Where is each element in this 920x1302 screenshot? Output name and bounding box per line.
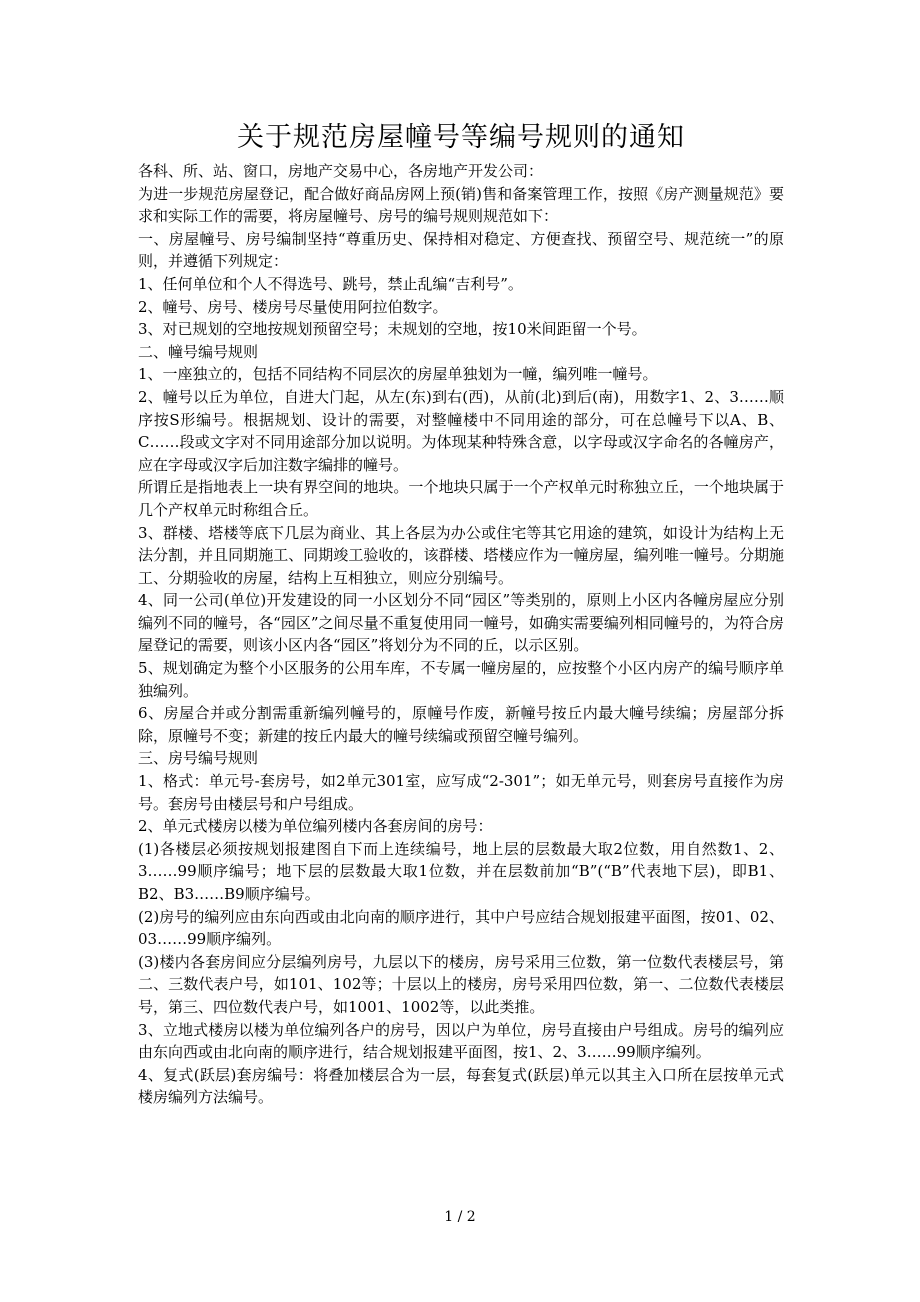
- paragraph-intro: 为进一步规范房屋登记，配合做好商品房网上预(销)售和备案管理工作，按照《房产测量规范》要求和实际工作的需要，将房屋幢号、房号的编号规则规范如下：: [138, 184, 784, 226]
- paragraph-2-3: 3、群楼、塔楼等底下几层为商业、其上各层为办公或住宅等其它用途的建筑，如设计为结构上无法分割，并且同期施工、同期竣工验收的，该群楼、塔楼应作为一幢房屋，编列唯一幢号。分期施工、分期验收的房屋，结构上互相独立，则应分别编号。: [138, 523, 784, 587]
- paragraph-3-2-2: (2)房号的编列应由东向西或由北向南的顺序进行，其中户号应结合规划报建平面图，按01、02、03……99顺序编列。: [138, 907, 784, 949]
- paragraph-3-2-3: (3)楼内各套房间应分层编列房号，九层以下的楼房，房号采用三位数，第一位数代表楼层号，第二、三数代表户号，如101、102等；十层以上的楼房，房号采用四位数，第一、二位数代表楼层号，第三、四位数代表户号，如1001、1002等，以此类推。: [138, 952, 784, 1016]
- paragraph-3-1: 1、格式：单元号-套房号，如2单元301室，应写成“2-301”；如无单元号，则套房号直接作为房号。套房号由楼层号和户号组成。: [138, 772, 784, 813]
- paragraph-3-2: 2、单元式楼房以楼为单位编列楼内各套房间的房号：: [138, 817, 493, 836]
- paragraph-3-3: 3、立地式楼房以楼为单位编列各户的房号，因以户为单位，房号直接由户号组成。房号的编列应由东向西或由北向南的顺序进行，结合规划报建平面图，按1、2、3……99顺序编列。: [138, 1020, 784, 1062]
- paragraph-1-1: 1、任何单位和个人不得选号、跳号，禁止乱编“吉利号”。: [138, 274, 523, 293]
- document-page: [138, 120, 784, 1109]
- paragraph-addressee: 各科、所、站、窗口，房地产交易中心，各房地产开发公司：: [138, 162, 544, 180]
- document-body: [138, 160, 784, 1109]
- paragraph-3-4: 4、复式(跃层)套房编号：将叠加楼层合为一层，每套复式(跃层)单元以其主入口所在层按单元式楼房编列方法编号。: [138, 1065, 784, 1107]
- paragraph-section-1: 一、房屋幢号、房号编制坚持“尊重历史、保持相对稳定、方便查找、预留空号、规范统一”的原则，并遵循下列规定：: [138, 229, 784, 271]
- paragraph-2-1: 1、一座独立的，包括不同结构不同层次的房屋单独划为一幢，编列唯一幢号。: [138, 365, 658, 384]
- paragraph-2-6: 6、房屋合并或分割需重新编列幢号的，原幢号作废，新幢号按丘内最大幢号续编；房屋部分拆除，原幢号不变；新建的按丘内最大的幢号续编或预留空幢号编列。: [138, 704, 784, 745]
- paragraph-3-2-1: (1)各楼层必须按规划报建图自下而上连续编号，地上层的层数最大取2位数，用自然数1、2、3……99顺序编号；地下层的层数最大取1位数，并在层数前加“B”(“B”代表地下层)，即B1、B2、B3……B9顺序编号。: [138, 839, 784, 903]
- paragraph-section-2-heading: 二、幢号编号规则: [138, 342, 259, 361]
- paragraph-1-2: 2、幢号、房号、楼房号尽量使用阿拉伯数字。: [138, 297, 448, 316]
- paragraph-1-3: 3、对已规划的空地按规划预留空号；未规划的空地，按10米间距留一个号。: [138, 320, 647, 339]
- page-number: 1 / 2: [444, 1209, 476, 1225]
- paragraph-2-qiu-definition: 所谓丘是指地表上一块有界空间的地块。一个地块只属于一个产权单元时称独立丘，一个地块属于几个产权单元时称组合丘。: [138, 478, 784, 519]
- document-title: 关于规范房屋幢号等编号规则的通知: [237, 122, 685, 153]
- paragraph-section-3-heading: 三、房号编号规则: [138, 749, 259, 768]
- paragraph-2-5: 5、规划确定为整个小区服务的公用车库，不专属一幢房屋的，应按整个小区内房产的编号顺序单独编列。: [138, 659, 784, 700]
- paragraph-2-2: 2、幢号以丘为单位，自进大门起，从左(东)到右(西)，从前(北)到后(南)，用数字1、2、3……顺序按S形编号。根据规划、设计的需要，对整幢楼中不同用途的部分，可在总幢号下以A、B、C……段或文字对不同用途部分加以说明。为体现某种特殊含意，以字母或汉字命名的各幢房产，应在字母或汉字后加注数字编排的幢号。: [138, 387, 784, 474]
- paragraph-2-4: 4、同一公司(单位)开发建设的同一小区划分不同“园区”等类别的，原则上小区内各幢房屋应分别编列不同的幢号，各“园区”之间尽量不重复使用同一幢号，如确实需要编列相同幢号的，为符合房屋登记的需要，则该小区内各“园区”将划分为不同的丘，以示区别。: [138, 591, 784, 655]
